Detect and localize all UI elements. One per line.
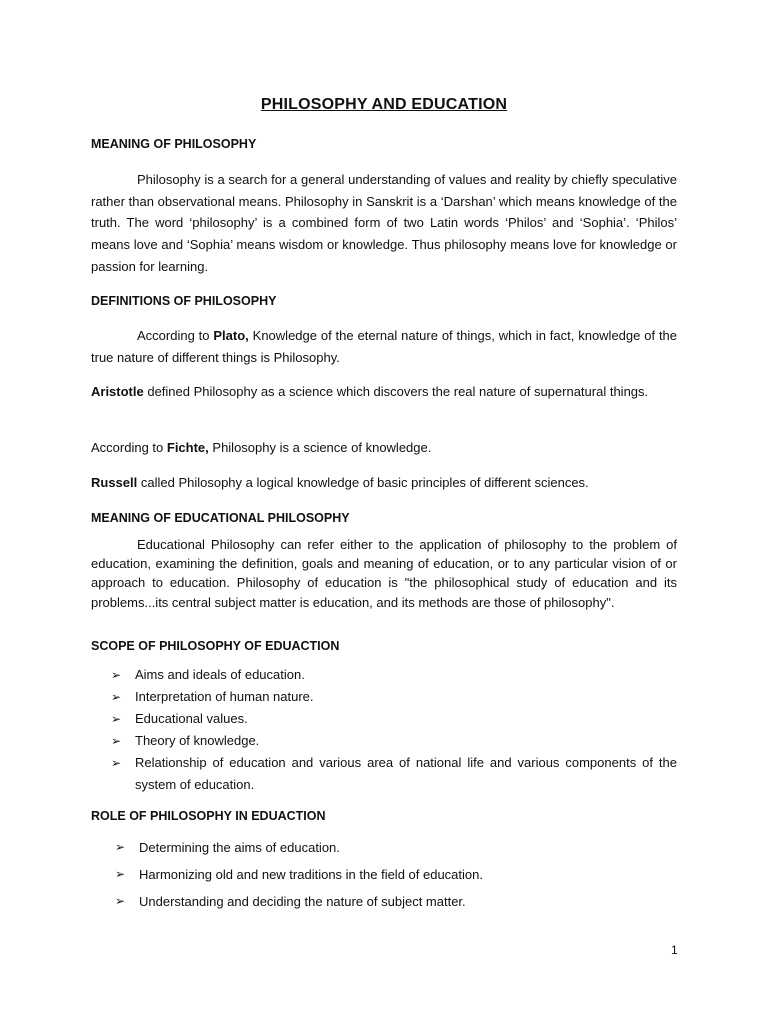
scope-list: [111, 664, 677, 796]
list-item: [111, 686, 677, 708]
name-aristotle: Aristotle: [91, 384, 144, 399]
list-item-text: Educational values.: [135, 711, 248, 726]
list-item: [111, 752, 677, 796]
list-item-text: Interpretation of human nature.: [135, 689, 314, 704]
paragraph-meaning-of-philosophy: Philosophy is a search for a general understanding of values and reality by chiefly speculative rather than observational means. Philosophy in Sanskrit is a ‘Darshan’ which means knowledge of the truth. The word ‘philosophy’ is a combined form of two Latin words ‘Philos’ and ‘Sophia’. ‘Philos’ means love and ‘Sophia’ means wisdom or knowledge. Thus philosophy means love for knowledge or passion for learning.: [91, 172, 677, 274]
paragraph-definition-fichte: [91, 437, 677, 459]
paragraph-definition-russell: [91, 472, 677, 494]
heading-role-of-philosophy: ROLE OF PHILOSOPHY IN EDUACTION: [91, 809, 326, 823]
list-item: [115, 888, 677, 915]
arrow-bullet-icon: ➢: [115, 867, 126, 881]
name-plato: Plato,: [213, 328, 249, 343]
page-title: PHILOSOPHY AND EDUCATION: [260, 96, 508, 113]
arrow-bullet-icon: ➢: [111, 690, 122, 704]
text-span: According to: [137, 328, 214, 343]
text-span: Knowledge of the eternal nature of things, which in fact, knowledge of the true nature of different things is Philosophy.: [91, 328, 678, 365]
list-item-text: Aims and ideals of education.: [135, 667, 305, 682]
list-item-text: Harmonizing old and new traditions in the field of education.: [139, 867, 483, 882]
heading-meaning-of-philosophy: MEANING OF PHILOSOPHY: [91, 137, 257, 151]
list-item-text: Understanding and deciding the nature of subject matter.: [139, 894, 466, 909]
list-item: [115, 834, 677, 861]
paragraph-definition-plato: [91, 325, 677, 368]
arrow-bullet-icon: ➢: [115, 840, 126, 854]
name-fichte: Fichte,: [166, 440, 209, 455]
list-item: [111, 708, 677, 730]
text-span: defined Philosophy as a science which discovers the real nature of supernatural things.: [143, 384, 649, 399]
list-item: [115, 861, 677, 888]
arrow-bullet-icon: ➢: [111, 756, 122, 770]
text-span: called Philosophy a logical knowledge of basic principles of different sciences.: [137, 475, 589, 490]
list-item-text: Relationship of education and various area of national life and various components of the system of education.: [135, 755, 677, 792]
heading-definitions-of-philosophy: DEFINITIONS OF PHILOSOPHY: [91, 294, 277, 308]
role-list: [115, 834, 677, 915]
paragraph-definition-aristotle: [91, 381, 677, 403]
arrow-bullet-icon: ➢: [111, 734, 122, 748]
text-span: According to: [91, 440, 167, 455]
page-number: 1: [671, 943, 678, 957]
arrow-bullet-icon: ➢: [111, 712, 122, 726]
paragraph-educational-philosophy: Educational Philosophy can refer either to the application of philosophy to the problem of education, examining the definition, goals and meaning of education, or to any particular vision of or approach to education. Philosophy of education is "the philosophical study of education and its problems...its central subject matter is education, and its methods are those of philosophy".: [91, 537, 677, 610]
heading-scope-of-philosophy: SCOPE OF PHILOSOPHY OF EDUACTION: [91, 639, 340, 653]
list-item: [111, 730, 677, 752]
list-item-text: Theory of knowledge.: [135, 733, 260, 748]
list-item: [111, 664, 677, 686]
name-russell: Russell: [91, 475, 138, 490]
list-item-text: Determining the aims of education.: [139, 840, 340, 855]
heading-meaning-of-educational-philosophy: MEANING OF EDUCATIONAL PHILOSOPHY: [91, 511, 350, 525]
arrow-bullet-icon: ➢: [115, 894, 126, 908]
text-span: Philosophy is a science of knowledge.: [208, 440, 432, 455]
arrow-bullet-icon: ➢: [111, 668, 122, 682]
